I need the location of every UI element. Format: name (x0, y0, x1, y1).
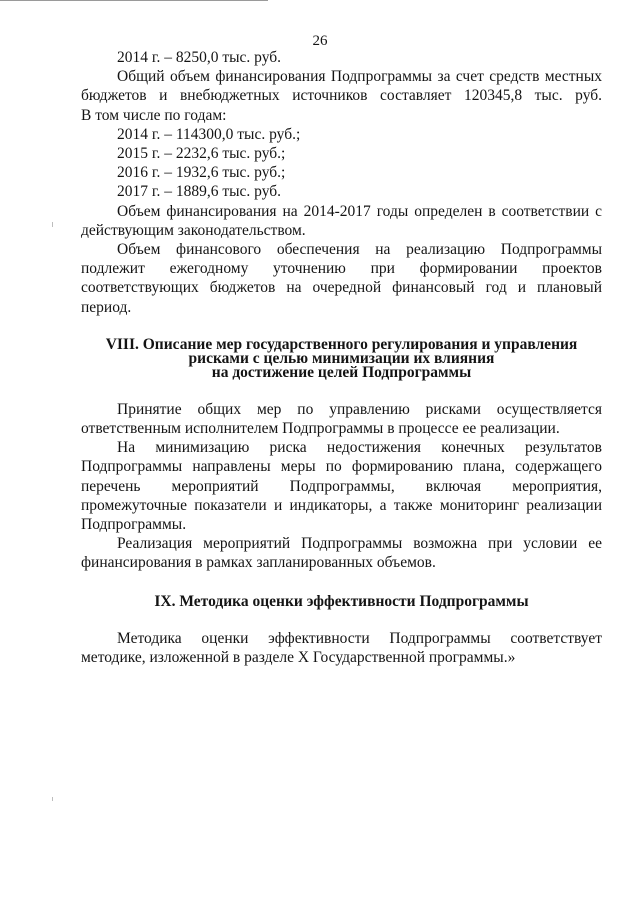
section-8-heading-line1: VIII. Описание мер государственного регулирования и управления (105, 335, 578, 353)
local-funding-year-2014: 2014 г. – 114300,0 тыс. руб.; (117, 125, 301, 143)
local-funding-intro-line3: В том числе по годам: (81, 106, 227, 124)
local-funding-intro-line1: Общий объем финансирования Подпрограммы за счет средств местных (117, 68, 602, 86)
section-8-paragraph-1: Принятие общих мер по управлению рисками осуществляется ответственным исполнителем Подпрограммы в процессе ее реализации. (81, 400, 602, 438)
section-9-paragraph-1: Методика оценки эффективности Подпрограммы соответствует методике, изложенной в разделе Х Государственной программы.» (81, 629, 602, 666)
section-9-heading: IX. Методика оценки эффективности Подпрограммы (154, 592, 529, 610)
margin-speck (52, 797, 53, 801)
local-funding-year-2016: 2016 г. – 1932,6 тыс. руб.; (117, 164, 286, 182)
local-funding-intro-line2: бюджетов и внебюджетных источников составляет 120345,8 тыс. руб. (81, 87, 602, 105)
page-number: 26 (312, 33, 328, 49)
document-body (81, 48, 602, 667)
section-8-heading-line2: рисками с целью минимизации их влияния (188, 349, 495, 367)
top-rule (0, 0, 268, 1)
funding-adjustment-paragraph: Объем финансового обеспечения на реализацию Подпрограммы подлежит ежегодному уточнению при формировании проектов соответствующих бюджетов на очередной финансовый год и плановый период. (81, 241, 602, 316)
section-8-heading (81, 335, 602, 381)
section-8-paragraph-2: На минимизацию риска недостижения конечных результатов Подпрограммы направлены меры по формированию плана, содержащего перечень мероприятий Подпрограммы, включая мероприятия, промежуточные показатели и индикаторы, а также мониторинг реализации Подпрограммы. (81, 439, 602, 534)
margin-speck (52, 222, 53, 227)
section-8-heading-line3: на достижение целей Подпрограммы (211, 363, 472, 381)
local-funding-year-2017: 2017 г. – 1889,6 тыс. руб. (117, 183, 282, 201)
funding-volume-paragraph: Объем финансирования на 2014-2017 годы определен в соответствии с действующим законодательством. (81, 202, 602, 239)
local-funding-year-2015: 2015 г. – 2232,6 тыс. руб.; (117, 145, 286, 163)
section-8-paragraph-3: Реализация мероприятий Подпрограммы возможна при условии ее финансирования в рамках запланированных объемов. (81, 535, 602, 572)
funding-2014-line: 2014 г. – 8250,0 тыс. руб. (117, 49, 282, 66)
